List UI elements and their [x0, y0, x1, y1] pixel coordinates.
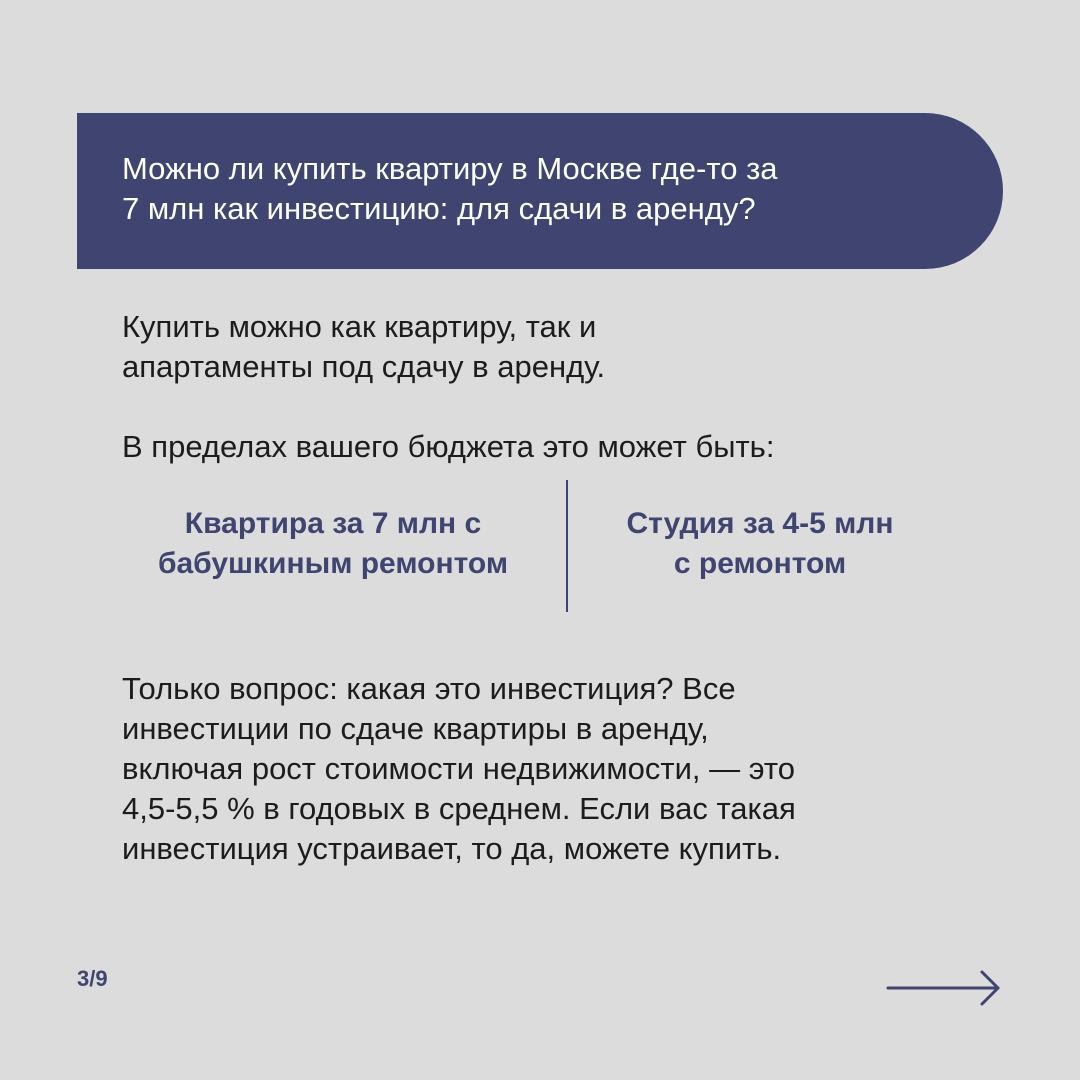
question-text: Можно ли купить квартиру в Москве где-то за 7 млн как инвестицию: для сдачи в аренду?: [122, 151, 778, 226]
next-arrow-icon[interactable]: [886, 969, 1004, 1007]
answer-intro: Купить можно как квартиру, так и апартаменты под сдачу в аренду.: [122, 309, 606, 384]
page-counter: 3/9: [77, 966, 108, 991]
budget-options: [100, 480, 960, 612]
option-studio: Студия за 4-5 млн с ремонтом: [626, 507, 894, 580]
question-box: [77, 113, 1003, 269]
option-apartment: Квартира за 7 млн с бабушкиным ремонтом: [157, 507, 509, 580]
options-divider: [566, 480, 568, 612]
answer-conclusion: Только вопрос: какая это инвестиция? Все инвестиции по сдаче квартиры в аренду, включая рост стоимости недвижимости, — это 4,5-5,5 % в годовых в среднем. Если вас такая инвестиция устраивает, то да, можете купить.: [122, 671, 796, 866]
budget-heading: В пределах вашего бюджета это может быть:: [122, 429, 775, 464]
